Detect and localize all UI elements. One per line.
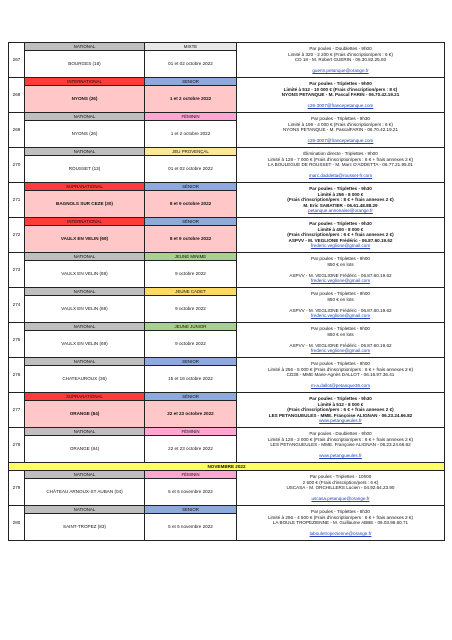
- event-level: INTERNATIONAL: [25, 78, 145, 86]
- event-level: NATIONAL: [25, 113, 145, 121]
- info-line: Par poules - Doublettes - 9h00: [309, 431, 372, 437]
- info-line: NYONS PETANQUE - M. Pascal FARIN - 06.70.42.19.21: [281, 92, 400, 98]
- event-place: CHÂTEAU ARNOUX-ST AUBAN (04): [25, 479, 145, 506]
- info-line: Par poules - Triplettes - 9h00: [311, 291, 370, 297]
- event-number: 267: [9, 43, 25, 78]
- event-info: [237, 288, 445, 323]
- event-level: NATIONAL: [25, 323, 145, 331]
- info-line: Par poules - Triplettes - 9h30: [311, 116, 370, 122]
- event-category: JEUNE MINIME: [145, 253, 237, 261]
- event-info: [237, 78, 445, 113]
- info-line: 850 € en lots: [327, 296, 354, 302]
- contact-email-link[interactable]: petanque.annonaise@orange.fr: [308, 208, 373, 214]
- event-category: JEUNE JUNIOR: [145, 323, 237, 331]
- info-line: Limité à 128 - 2 000 € (Frais d'inscription/pers : 6 € + frais annexes 2 €): [267, 436, 413, 442]
- event-level: SUPRANATIONAL: [25, 393, 145, 401]
- event-level: NATIONAL: [25, 43, 145, 51]
- event-info: [237, 393, 445, 428]
- info-line: (Frais d'inscription/pers : 8 € + frais annexes 2 €): [287, 197, 394, 203]
- event-category: FÉMININ: [145, 113, 237, 121]
- event-row-header: [9, 43, 445, 51]
- info-line: Limité à 196 - 4 000 € (Frais d'inscription/pers : 6 €): [288, 121, 393, 127]
- info-line: Par poules - Triplettes - 9h30: [309, 221, 372, 227]
- event-number: 272: [9, 218, 25, 253]
- event-number: 277: [9, 393, 25, 428]
- event-date: 1 et 2 octobre 2022: [145, 121, 237, 148]
- event-row-header: [9, 471, 445, 479]
- event-level: NATIONAL: [25, 288, 145, 296]
- event-level: NATIONAL: [25, 506, 145, 514]
- event-date: 22 et 23 octobre 2022: [145, 401, 237, 428]
- event-date: 01 et 02 octobre 2022: [145, 51, 237, 78]
- event-row-header: [9, 253, 445, 261]
- info-line: Limité à 320 - 2 200 € (Frais d'inscription/pers : 6 €): [288, 51, 393, 57]
- event-row-header: [9, 506, 445, 514]
- info-line: LES PETANGUEULES - MME. Françoise ALIGNAN - 06.23.24.66.82: [270, 442, 411, 448]
- event-place: BAGNOLS SUR CEZE (30): [25, 191, 145, 218]
- event-date: 9 octobre 2022: [145, 296, 237, 323]
- event-level: NATIONAL: [25, 358, 145, 366]
- event-info: [237, 471, 445, 506]
- info-line: Par poules - Triplettes - 9h00: [311, 256, 370, 262]
- info-line: 850 € en lots: [327, 261, 354, 267]
- event-date: 5 et 6 novembre 2022: [145, 514, 237, 541]
- info-line: Limité à 256 - 4 500 € (Frais d'inscription/pers : 6 € + frais annexes 2 €): [267, 514, 413, 520]
- event-date: 5 et 6 novembre 2022: [145, 479, 237, 506]
- event-category: SÉNIOR: [145, 393, 237, 401]
- event-level: NATIONAL: [25, 428, 145, 436]
- info-line: Limité à 256 - 8 000 €: [317, 191, 364, 197]
- event-category: SÉNIOR: [145, 218, 237, 226]
- info-line: Élimination directe - Triplettes - 9h00: [303, 151, 378, 157]
- event-category: SENIOR: [145, 78, 237, 86]
- event-place: CHATEAUROUX (36): [25, 366, 145, 393]
- info-line: Par poules - Triplettes - 9h00: [311, 361, 370, 367]
- event-date: 15 et 16 octobre 2022: [145, 366, 237, 393]
- event-category: JEUNE CADET: [145, 288, 237, 296]
- event-number: 273: [9, 253, 25, 288]
- contact-email-link[interactable]: uscasa.petanque@orange.fr: [311, 496, 370, 502]
- info-line: Par poules - Triplettes - 10h00: [309, 474, 372, 480]
- event-place: ORANGE (84): [25, 401, 145, 428]
- event-info: [237, 358, 445, 393]
- event-place: VAULX EN VELIN (69): [25, 226, 145, 253]
- event-row-header: [9, 428, 445, 436]
- event-category: SENIOR: [145, 506, 237, 514]
- event-level: INTERNATIONAL: [25, 218, 145, 226]
- event-place: VAULX EN VELIN (69): [25, 296, 145, 323]
- event-number: 271: [9, 183, 25, 218]
- info-line: CD 18 - M. Robert GUERIN - 06.30.82.25.93: [294, 57, 387, 63]
- event-level: SUPRANATIONAL: [25, 183, 145, 191]
- event-level: NATIONAL: [25, 148, 145, 156]
- event-date: 8 et 9 octobre 2022: [145, 191, 237, 218]
- contact-email-link[interactable]: labouletropezienne@orange.fr: [309, 531, 372, 537]
- info-line: Par poules - Triplettes - 9h30: [309, 186, 372, 192]
- event-info: [237, 218, 445, 253]
- event-category: SENIOR: [145, 358, 237, 366]
- event-place: SAINT-TROPEZ (83): [25, 514, 145, 541]
- contact-email-link[interactable]: frederic.veglione@gmail.com: [310, 313, 371, 319]
- info-line: Limité à 400 - 8 000 €: [317, 226, 364, 232]
- info-line: Limité à 512 - 10 000 € (Frais d'inscription/pers : 8 €): [283, 86, 398, 92]
- event-category: SÉNIOR: [145, 183, 237, 191]
- contact-email-link[interactable]: c26-3007@francepetanque.com: [307, 103, 374, 109]
- event-place: VAULX EN VELIN (69): [25, 261, 145, 288]
- contact-email-link[interactable]: frederic.veglione@gmail.com: [310, 278, 371, 284]
- info-line: LA BOULE TROPEZIENNE - M. Guillaume ABBE - 06.03.96.60.71: [272, 520, 409, 526]
- event-info: [237, 43, 445, 78]
- info-line: (Frais d'inscription/pers : 6 € + frais annexes 2 €): [287, 232, 394, 238]
- info-line: 2 500 € (Frais d'inscription/pers : 6 €): [302, 479, 379, 485]
- contact-email-link[interactable]: marc.daddetta@rousset-fr.com: [308, 173, 373, 179]
- event-place: BOURGES (18): [25, 51, 145, 78]
- event-number: 276: [9, 358, 25, 393]
- event-date: 01 et 02 octobre 2022: [145, 156, 237, 183]
- event-row-header: [9, 113, 445, 121]
- contact-email-link[interactable]: c26-3007@francepetanque.com: [307, 138, 374, 144]
- info-line: M. Eric SABATIER - 06.61.48.88.29: [303, 202, 378, 208]
- event-row-header: [9, 358, 445, 366]
- event-number: 274: [9, 288, 25, 323]
- event-number: 269: [9, 113, 25, 148]
- info-line: ASPVV - M. VEGLIONE Frédéric - 06.87.60.19.62: [289, 342, 392, 348]
- month-row: [9, 463, 445, 471]
- contact-email-link[interactable]: guerin.petanque@orange.fr: [312, 68, 369, 74]
- event-info: [237, 428, 445, 463]
- event-date: 8 et 9 octobre 2022: [145, 226, 237, 253]
- competition-calendar-table: [8, 42, 445, 541]
- event-place: VAULX EN VELIN (69): [25, 331, 145, 358]
- event-row-header: [9, 78, 445, 86]
- info-line: Par poules - Triplettes - 9h00: [309, 81, 372, 87]
- event-date: 9 octobre 2022: [145, 331, 237, 358]
- event-category: FÉMININ: [145, 471, 237, 479]
- event-level: NATIONAL: [25, 471, 145, 479]
- contact-email-link[interactable]: www.petangueules.fr: [319, 418, 362, 424]
- info-line: Par poules - Doublettes - 9h00: [309, 46, 372, 52]
- info-line: Limité à 512 - 8 000 €: [317, 401, 364, 407]
- contact-email-link[interactable]: frederic.veglione@gmail.com: [310, 243, 371, 249]
- info-line: Par poules - Triplettes - 9h00: [311, 326, 370, 332]
- info-line: Par poules - Triplettes - 8h30: [311, 509, 370, 515]
- event-number: 279: [9, 471, 25, 506]
- contact-email-link[interactable]: frederic.veglione@gmail.com: [310, 348, 371, 354]
- info-line: 850 € en lots: [327, 331, 354, 337]
- event-info: [237, 113, 445, 148]
- event-number: 268: [9, 78, 25, 113]
- info-line: CD36 - MME Marie-Agnès DALLOT - 06.16.97.36.41: [286, 372, 395, 378]
- event-date: 1 et 2 octobre 2022: [145, 86, 237, 113]
- info-line: Limité à 256 - 5 000 € (Frais d'inscription/pers : 6 € + frais annexes 2 €): [267, 366, 413, 372]
- contact-email-link[interactable]: m-a.dallot@petanque36.com: [310, 383, 371, 389]
- event-category: MIXTE: [145, 43, 237, 51]
- info-line: ASPVV - M. VEGLIONE Frédéric - 06.87.60.19.62: [288, 237, 393, 243]
- event-info: [237, 323, 445, 358]
- info-line: NYONS PETANQUE - M. PascalFARIN - 06.70.42.19.21: [282, 127, 399, 133]
- info-line: (Frais d'inscription/pers : 6 € + frais annexes 2 €): [287, 407, 394, 413]
- event-row-header: [9, 323, 445, 331]
- event-category: JEU PROVENÇAL: [145, 148, 237, 156]
- month-label: NOVEMBRE 2022: [9, 463, 445, 471]
- info-line: USCASA - M. ORCHILLERS Lucien - 04.92.64.23.90: [286, 485, 395, 491]
- event-place: ORANGE (84): [25, 436, 145, 463]
- event-number: 270: [9, 148, 25, 183]
- info-line: LES PETANGUEULES - MME. Françoise ALIGNAN - 06.23.24.66.82: [268, 412, 413, 418]
- info-line: LA BOULEGUE DE ROUSSET - M. Marc D'ADDETTA - 06.77.21.95.01: [268, 162, 413, 168]
- event-category: FÉMININ: [145, 428, 237, 436]
- event-info: [237, 506, 445, 541]
- event-row-header: [9, 393, 445, 401]
- info-line: ASPVV - M. VEGLIONE Frédéric - 06.87.60.19.62: [289, 307, 392, 313]
- event-place: NYONS (26): [25, 121, 145, 148]
- event-date: 9 octobre 2022: [145, 261, 237, 288]
- contact-email-link[interactable]: www.petangueules.fr: [319, 453, 362, 459]
- info-line: Par poules - Triplettes - 9h30: [309, 396, 372, 402]
- event-number: 280: [9, 506, 25, 541]
- event-row-header: [9, 183, 445, 191]
- event-info: [237, 253, 445, 288]
- event-place: ROUSSET (13): [25, 156, 145, 183]
- event-info: [237, 183, 445, 218]
- info-line: ASPVV - M. VEGLIONE Frédéric - 06.87.60.19.62: [289, 272, 392, 278]
- event-info: [237, 148, 445, 183]
- event-number: 275: [9, 323, 25, 358]
- event-row-header: [9, 288, 445, 296]
- event-row-header: [9, 148, 445, 156]
- event-place: NYONS (26): [25, 86, 145, 113]
- info-line: Limité à 128 - 7 000 € (Frais d'inscription/pers : 6 € + frais annexes 2 €): [267, 156, 413, 162]
- event-number: 278: [9, 428, 25, 463]
- event-level: NATIONAL: [25, 253, 145, 261]
- event-row-header: [9, 218, 445, 226]
- event-date: 22 et 23 octobre 2022: [145, 436, 237, 463]
